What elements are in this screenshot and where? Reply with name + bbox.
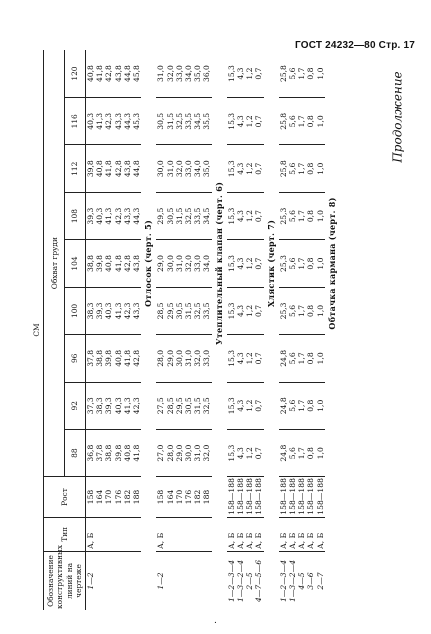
designation-cell: 1—2 bbox=[156, 572, 166, 590]
table-row bbox=[156, 50, 211, 610]
size-header: 92 bbox=[65, 382, 86, 429]
value-cell: 24,8 5,6 1,7 0,8 1,0 bbox=[279, 382, 325, 429]
section-title-row bbox=[212, 50, 227, 610]
table-row bbox=[227, 50, 264, 610]
value-cell: 25,3 5,6 1,7 0,8 1,0 bbox=[279, 287, 325, 334]
table-row bbox=[86, 50, 142, 610]
type-cell: А, Б А, Б А, Б А, Б А, Б bbox=[279, 517, 325, 551]
value-cell: 25,8 5,6 1,7 0,8 1,0 bbox=[279, 145, 325, 192]
section-title: Обтачка кармана (черт. 8) bbox=[326, 197, 337, 330]
value-cell: 28,0 29,0 30,0 31,0 32,0 33,0 bbox=[156, 335, 211, 382]
value-cell: 15,3 4,3 1,2 0,7 bbox=[227, 192, 264, 239]
value-cell: 15,3 4,3 1,2 0,7 bbox=[227, 50, 264, 98]
continuation-label: Продолжение bbox=[390, 71, 405, 163]
value-cell: 38,3 39,3 40,3 41,3 42,3 43,3 bbox=[86, 287, 142, 334]
value-cell: 30,0 31,0 32,0 33,0 34,0 35,0 bbox=[156, 145, 211, 192]
size-header: 88 bbox=[65, 429, 86, 476]
value-cell: 27,0 28,0 29,0 30,0 31,0 32,0 bbox=[156, 429, 211, 476]
value-cell: 25,3 5,6 1,7 0,8 1,0 bbox=[279, 240, 325, 287]
size-header: 108 bbox=[65, 192, 86, 239]
designation-header: Обозначение конструктивных линий на чертеже bbox=[44, 551, 86, 610]
value-cell: 37,8 38,8 39,8 40,8 41,8 42,8 bbox=[86, 335, 142, 382]
section-title: Отлосок (черт. 5) bbox=[143, 219, 154, 307]
section-title-row bbox=[264, 50, 279, 610]
height-cell: 158—188 158—188 158—188 158—188 bbox=[227, 477, 264, 517]
designation-cell: 1—2—3—4 1—3—2—4 2—5 4—7—5—6 bbox=[226, 559, 264, 603]
value-cell: 25,8 5,6 1,7 0,8 1,0 bbox=[279, 98, 325, 145]
value-cell: 24,8 5,6 1,7 0,8 1,0 bbox=[279, 335, 325, 382]
type-cell: А, Б bbox=[86, 517, 142, 551]
value-cell: 29,5 30,5 31,5 32,5 33,5 34,5 bbox=[156, 192, 211, 239]
value-cell: 31,0 32,0 33,0 34,0 35,0 36,0 bbox=[156, 50, 211, 98]
value-cell: 25,3 5,6 1,7 0,8 1,0 bbox=[279, 192, 325, 239]
value-cell: 39,3 40,3 41,3 42,3 43,3 44,3 bbox=[86, 192, 142, 239]
footer-mark: . bbox=[214, 616, 217, 626]
value-cell: 24,8 5,6 1,7 0,8 1,0 bbox=[279, 429, 325, 476]
value-cell: 28,5 29,5 30,5 31,5 32,5 33,5 bbox=[156, 287, 211, 334]
height-header: Рост bbox=[44, 477, 86, 517]
height-cell: 158—188 158—188 158—188 158—188 158—188 bbox=[279, 477, 325, 517]
value-cell: 15,3 4,3 1,2 0,7 bbox=[227, 287, 264, 334]
table-body bbox=[86, 50, 341, 610]
type-header: Тип bbox=[44, 517, 86, 551]
unit-header: СМ bbox=[30, 50, 44, 610]
value-cell: 39,8 40,8 41,8 42,8 43,8 44,8 bbox=[86, 145, 142, 192]
value-cell: 29,0 30,0 31,0 32,0 33,0 34,0 bbox=[156, 240, 211, 287]
dimensions-table bbox=[30, 50, 340, 610]
size-header: 100 bbox=[65, 287, 86, 334]
height-cell: 158 164 170 176 182 188 bbox=[86, 477, 142, 517]
type-cell: А, Б bbox=[156, 517, 211, 551]
designation-cell: 1—2 bbox=[86, 572, 96, 590]
height-cell: 158 164 170 176 182 188 bbox=[156, 477, 211, 517]
value-cell: 37,3 38,3 39,3 40,3 41,3 42,3 bbox=[86, 382, 142, 429]
value-cell: 38,8 39,8 40,8 41,8 42,8 43,8 bbox=[86, 240, 142, 287]
value-cell: 15,3 4,3 1,2 0,7 bbox=[227, 98, 264, 145]
value-cell: 30,5 31,5 32,5 33,5 34,5 35,5 bbox=[156, 98, 211, 145]
type-cell: А, Б А, Б А, Б А, Б bbox=[227, 517, 264, 551]
rotated-table-wrapper bbox=[30, 50, 394, 610]
section-title: Утеплительный клапан (черт. 6) bbox=[213, 181, 224, 346]
value-cell: 15,3 4,3 1,2 0,7 bbox=[227, 240, 264, 287]
value-cell: 27,5 28,5 29,5 30,5 31,5 32,5 bbox=[156, 382, 211, 429]
value-cell: 36,8 37,8 38,8 39,8 40,8 41,8 bbox=[86, 429, 142, 476]
value-cell: 15,3 4,3 1,2 0,7 bbox=[227, 335, 264, 382]
designation-cell: 1—2—3—4 1—3—2—4 4—5 3—6 2—7 bbox=[278, 559, 325, 603]
size-header: 104 bbox=[65, 240, 86, 287]
value-cell: 40,3 41,3 42,3 43,3 44,3 45,3 bbox=[86, 98, 142, 145]
section-title-row bbox=[325, 50, 340, 610]
section-title-row bbox=[141, 50, 156, 610]
value-cell: 40,8 41,8 42,8 43,8 44,8 45,8 bbox=[86, 50, 142, 98]
value-cell: 25,8 5,6 1,7 0,8 1,0 bbox=[279, 50, 325, 98]
value-cell: 15,3 4,3 1,2 0,7 bbox=[227, 382, 264, 429]
chest-group-header: Обхват груди bbox=[44, 50, 65, 477]
size-header: 116 bbox=[65, 98, 86, 145]
running-head: ГОСТ 24232—80 Стр. 17 bbox=[295, 40, 415, 51]
value-cell: 15,3 4,3 1,2 0,7 bbox=[227, 145, 264, 192]
size-header: 112 bbox=[65, 145, 86, 192]
section-title: Хлястик (черт. 7) bbox=[265, 219, 276, 308]
size-header: 120 bbox=[65, 50, 86, 98]
value-cell: 15,3 4,3 1,2 0,7 bbox=[227, 429, 264, 476]
size-header: 96 bbox=[65, 335, 86, 382]
table-row bbox=[279, 50, 325, 610]
